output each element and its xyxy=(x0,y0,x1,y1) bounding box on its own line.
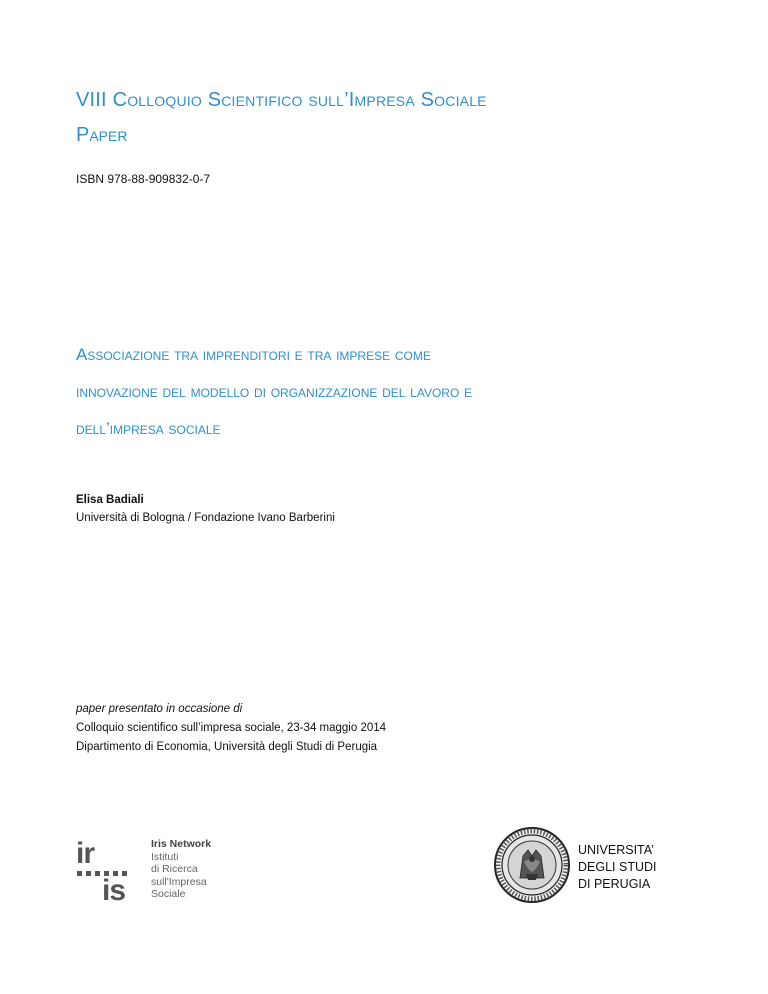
university-name-line-2: DEGLI STUDI xyxy=(578,860,657,874)
paper-title xyxy=(76,336,696,447)
paper-title-line-2: innovazione del modello di organizzazione del lavoro e xyxy=(76,382,473,401)
presentation-event: Colloquio scientifico sull’impresa sociale, 23-34 maggio 2014 xyxy=(76,722,387,734)
university-name-line-1: UNIVERSITA’ xyxy=(578,843,654,857)
author-affiliation: Università di Bologna / Fondazione Ivano Barberini xyxy=(76,512,335,524)
iris-logo-mark-bottom: is xyxy=(102,874,126,904)
presentation-intro: paper presentato in occasione di xyxy=(76,703,243,715)
iris-logo-mark-top: ir xyxy=(76,838,95,870)
iris-brand-name: Iris Network xyxy=(151,838,212,850)
university-name-line-3: DI PERUGIA xyxy=(578,877,651,891)
university-name xyxy=(578,842,657,893)
presentation-note xyxy=(76,700,386,757)
paper-title-line-3: dell’impresa sociale xyxy=(76,419,221,438)
iris-text-line-3: sull'Impresa xyxy=(151,875,207,888)
iris-network-text xyxy=(151,838,211,901)
author-name: Elisa Badiali xyxy=(76,494,144,506)
paper-title-line-1: Associazione tra imprenditori e tra imprese come xyxy=(76,345,431,364)
isbn: ISBN 978-88-909832-0-7 xyxy=(76,172,211,186)
paper-label: Paper xyxy=(76,124,128,146)
university-seal-icon xyxy=(493,826,571,904)
colloquio-title: VIII Colloquio Scientifico sull’Impresa Sociale xyxy=(76,89,487,111)
iris-text-line-4: Sociale xyxy=(151,888,186,900)
iris-text-line-2: di Ricerca xyxy=(151,863,198,875)
iris-text-line-1: Istituti xyxy=(151,850,179,863)
presentation-venue: Dipartimento di Economia, Università degli Studi di Perugia xyxy=(76,741,378,753)
